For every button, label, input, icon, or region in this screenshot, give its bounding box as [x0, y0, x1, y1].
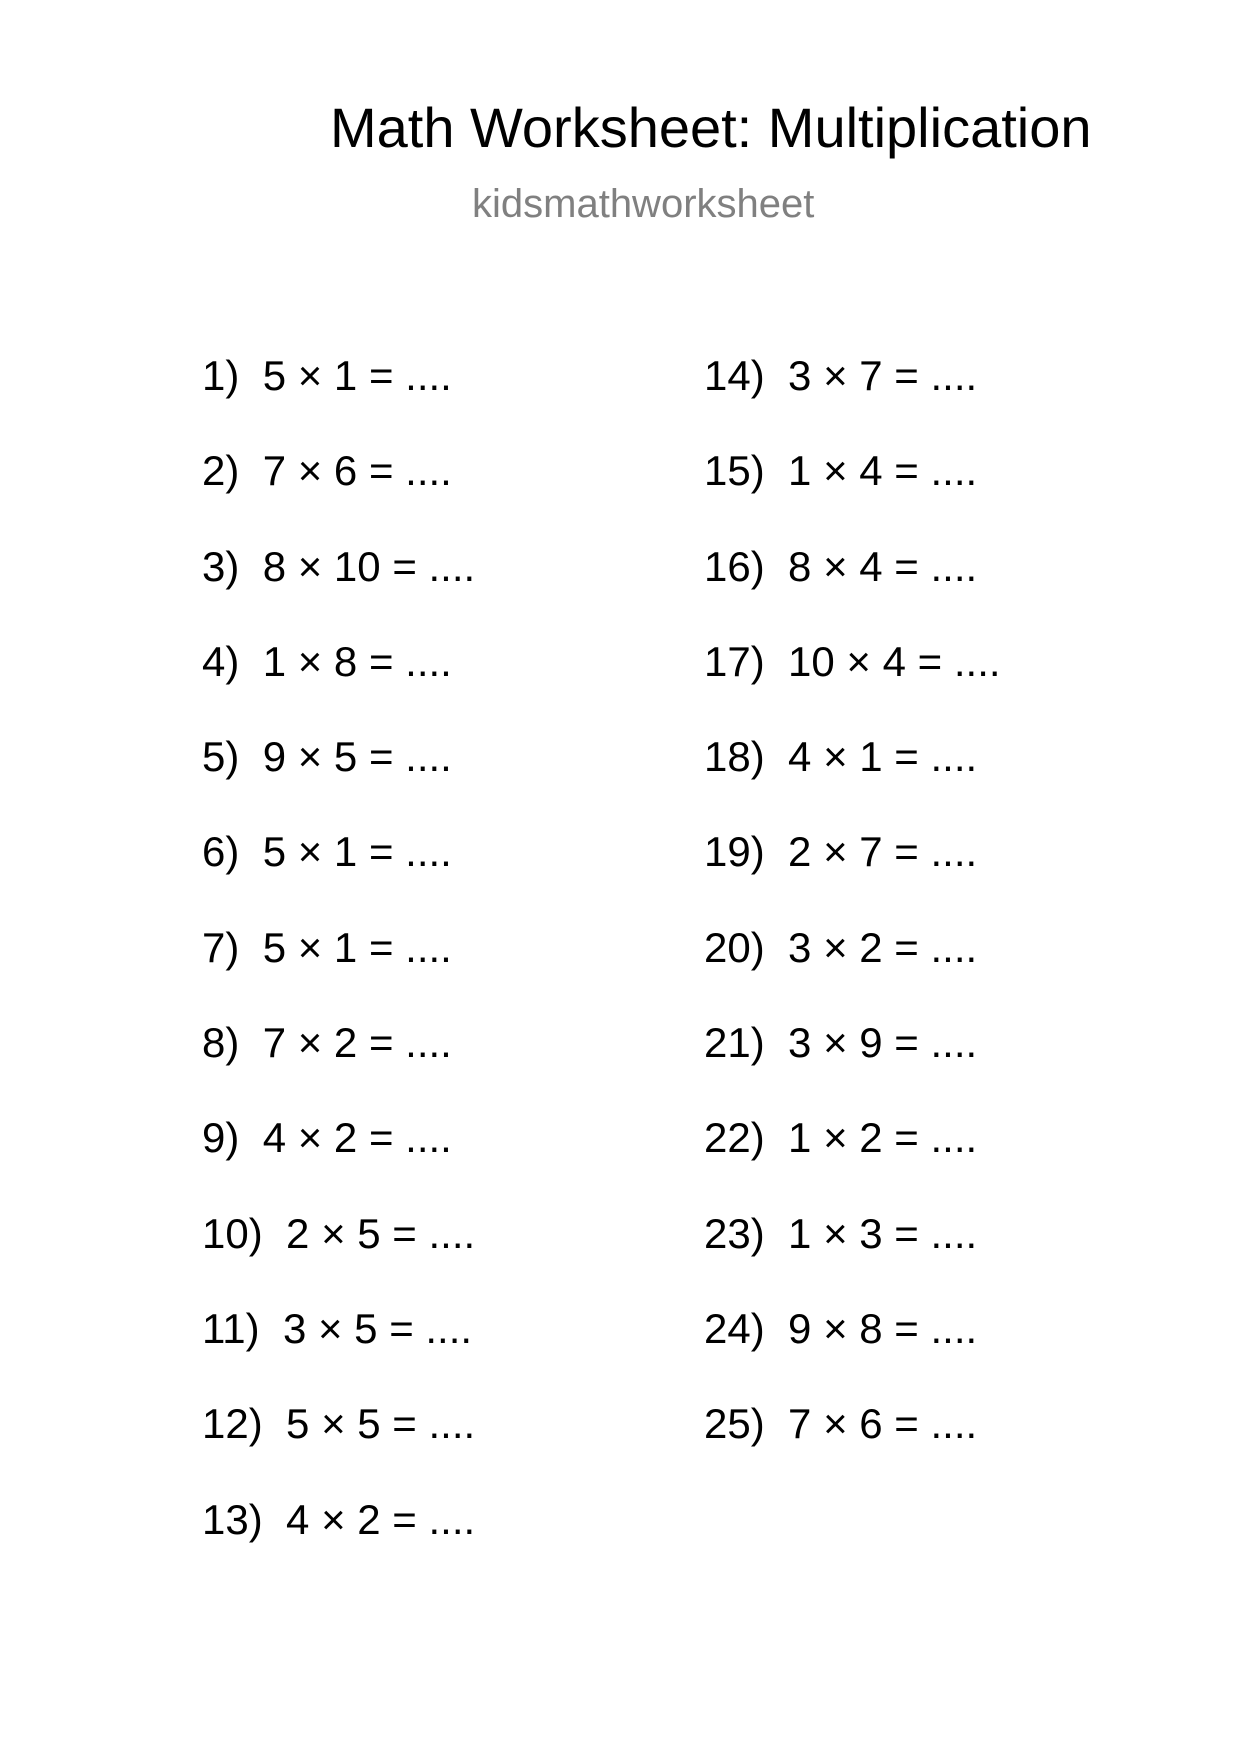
problem-number: 2)	[202, 447, 240, 495]
problem-number: 10)	[202, 1209, 263, 1257]
problem-number: 9)	[202, 1114, 240, 1162]
problem-expression: 1 × 3 = ....	[788, 1209, 978, 1257]
problem-item	[704, 1305, 1001, 1400]
problem-expression: 3 × 7 = ....	[788, 352, 978, 399]
problem-number: 18)	[704, 733, 765, 781]
problem-item	[202, 733, 475, 828]
problem-number: 5)	[202, 733, 240, 781]
problem-expression: 10 × 4 = ....	[788, 637, 1001, 685]
problem-item	[202, 924, 475, 1019]
problem-item	[704, 638, 1001, 733]
problem-item	[704, 1114, 1001, 1209]
worksheet-subtitle: kidsmathworksheet	[472, 182, 815, 226]
problem-expression: 5 × 1 = ....	[262, 828, 452, 876]
problem-number: 20)	[704, 923, 765, 971]
problem-number: 15)	[704, 447, 765, 495]
problem-number: 1)	[202, 352, 240, 399]
problems-column-left	[202, 352, 475, 1591]
problem-number: 13)	[202, 1495, 263, 1543]
problem-expression: 8 × 4 = ....	[788, 542, 978, 590]
problem-number: 14)	[704, 352, 765, 399]
problem-item	[704, 828, 1001, 923]
problem-expression: 3 × 9 = ....	[788, 1019, 978, 1067]
problem-expression: 3 × 5 = ....	[282, 1304, 473, 1352]
problem-expression: 3 × 2 = ....	[788, 923, 978, 971]
problem-item	[704, 352, 1001, 447]
problem-expression: 1 × 8 = ....	[262, 637, 452, 685]
problem-item	[704, 924, 1001, 1019]
problem-number: 17)	[704, 637, 765, 685]
problem-item	[202, 1496, 475, 1591]
problem-number: 4)	[202, 637, 240, 685]
problem-item	[704, 1019, 1001, 1114]
problem-expression: 5 × 1 = ....	[262, 923, 452, 971]
problem-item	[202, 1305, 475, 1400]
problem-expression: 7 × 6 = ....	[262, 447, 452, 495]
problem-number: 16)	[704, 542, 765, 590]
problem-number: 3)	[202, 542, 240, 590]
problem-item	[202, 1210, 475, 1305]
problem-expression: 5 × 1 = ....	[262, 352, 452, 399]
problem-number: 24)	[704, 1304, 765, 1352]
problem-expression: 2 × 5 = ....	[286, 1209, 476, 1257]
problem-item	[202, 543, 475, 638]
problem-item	[202, 1114, 475, 1209]
problem-expression: 9 × 5 = ....	[262, 733, 452, 781]
problem-item	[202, 352, 475, 447]
problem-number: 22)	[704, 1114, 765, 1162]
worksheet-title: Math Worksheet: Multiplication	[330, 96, 1092, 159]
problem-expression: 9 × 8 = ....	[788, 1304, 978, 1352]
problem-expression: 4 × 1 = ....	[788, 733, 978, 781]
problems-column-right	[704, 352, 1001, 1496]
problem-expression: 7 × 2 = ....	[262, 1019, 452, 1067]
problem-number: 7)	[202, 923, 240, 971]
problem-number: 6)	[202, 828, 240, 876]
problem-expression: 8 × 10 = ....	[262, 542, 476, 590]
problem-number: 11)	[202, 1304, 260, 1352]
problem-item	[202, 828, 475, 923]
problem-expression: 5 × 5 = ....	[286, 1400, 476, 1448]
problem-number: 8)	[202, 1019, 240, 1067]
problem-expression: 7 × 6 = ....	[788, 1400, 978, 1448]
problem-item	[704, 447, 1001, 542]
problem-item	[202, 1400, 475, 1495]
problem-expression: 4 × 2 = ....	[262, 1114, 452, 1162]
problem-number: 12)	[202, 1400, 263, 1448]
problem-item	[202, 638, 475, 733]
problem-expression: 2 × 7 = ....	[788, 828, 978, 876]
problem-number: 23)	[704, 1209, 765, 1257]
problem-item	[704, 1210, 1001, 1305]
problem-item	[704, 1400, 1001, 1495]
problem-item	[202, 1019, 475, 1114]
problem-item	[202, 447, 475, 542]
problem-expression: 4 × 2 = ....	[286, 1495, 476, 1543]
problem-expression: 1 × 4 = ....	[788, 447, 978, 495]
problem-number: 21)	[704, 1019, 765, 1067]
problem-number: 19)	[704, 828, 765, 876]
problem-expression: 1 × 2 = ....	[788, 1114, 978, 1162]
problem-number: 25)	[704, 1400, 765, 1448]
problem-item	[704, 733, 1001, 828]
problem-item	[704, 543, 1001, 638]
